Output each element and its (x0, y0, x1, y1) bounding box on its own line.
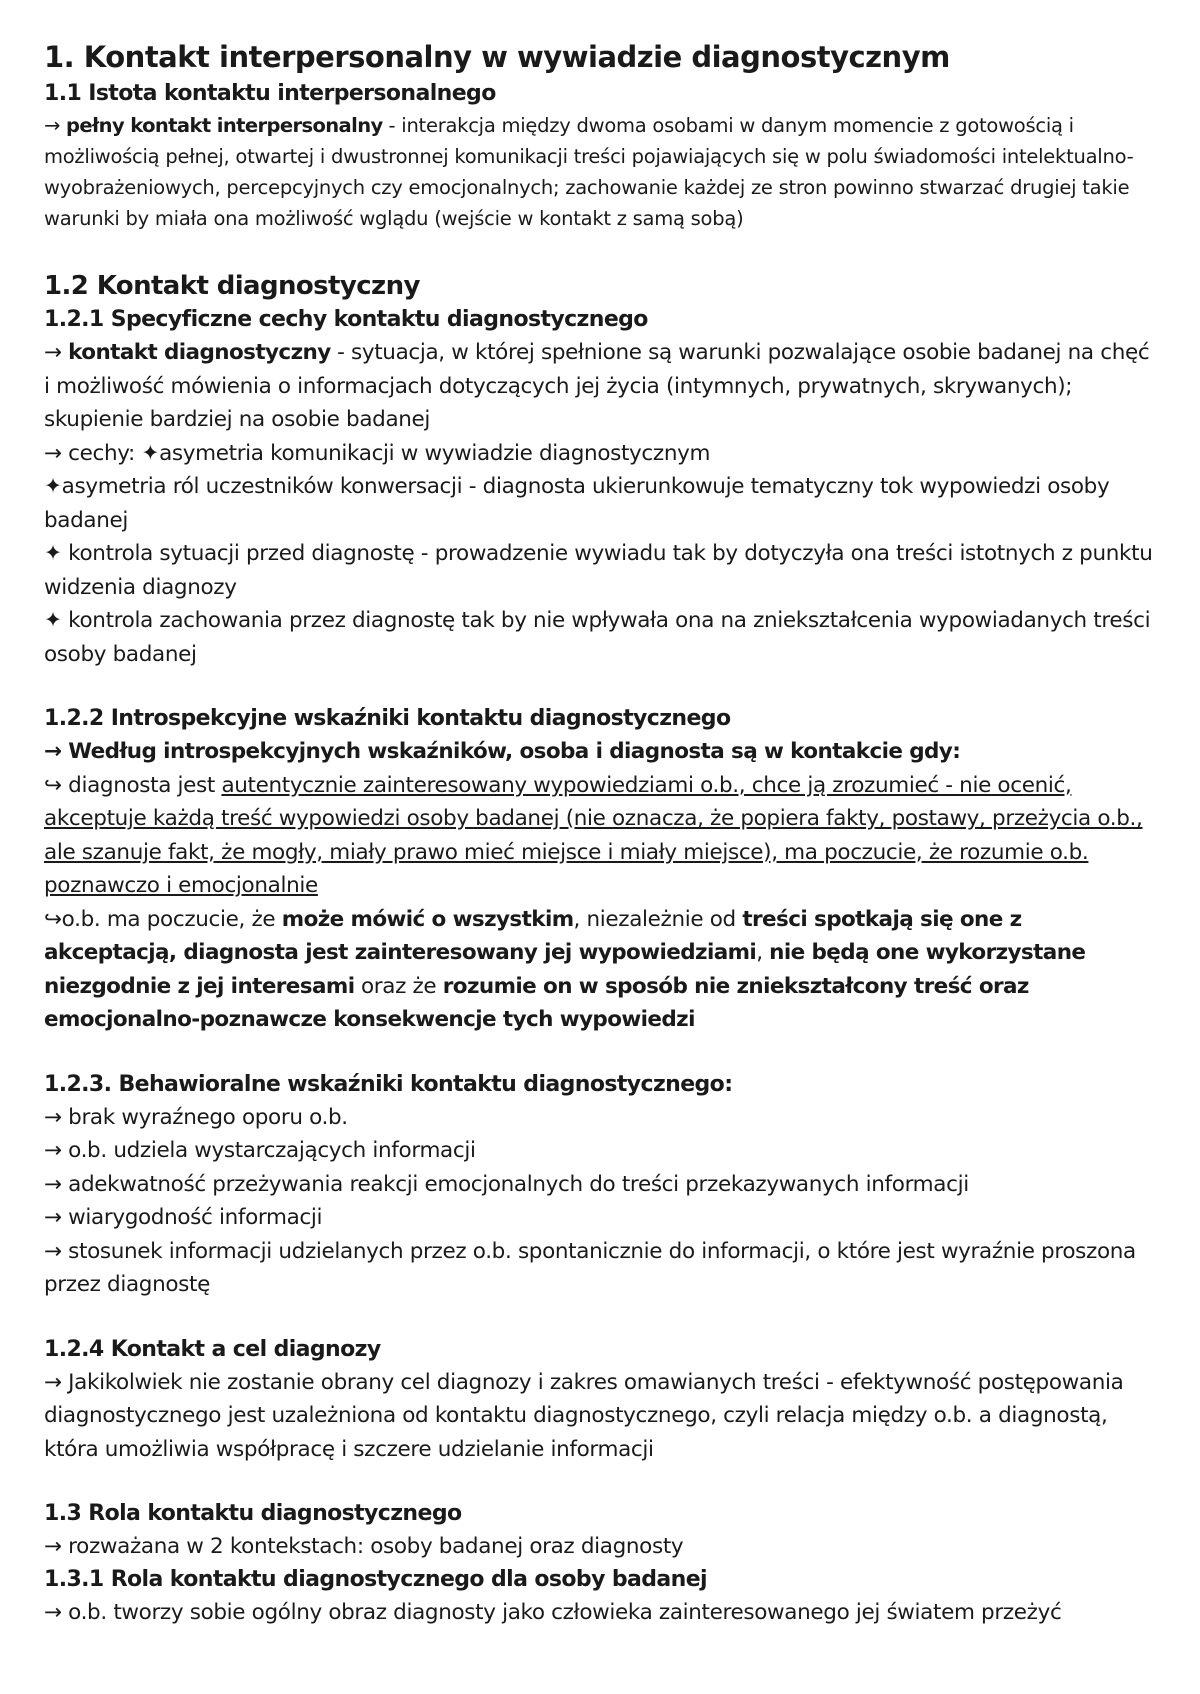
behavioral-item: → brak wyraźnego oporu o.b. (44, 1104, 348, 1130)
underlined-text: autentycznie zainteresowany wypowiedziami o.b., chce ją zrozumieć - nie ocenić, akceptuje każdą treść wypowiedzi osoby badanej (nie oznacza, że popiera fakty, postawy, przeżycia o.b., ale szanuje fakt, że mogły, miały prawo mieć miejsce i miały miejsce), ma poczucie, że rozumie o.b. poznawczo i emocjonalnie (44, 772, 1143, 898)
introspective-item-2 (44, 903, 1160, 1037)
item-prefix: ↪ diagnosta jest (44, 772, 222, 798)
section-1-3-1-title: 1.3.1 Rola kontaktu diagnostycznego dla osoby badanej (44, 1566, 707, 1592)
definition-term: pełny kontakt interpersonalny (66, 114, 383, 137)
contact-goal-text: → Jakikolwiek nie zostanie obrany cel diagnozy i zakres omawianych treści - efektywność postępowania diagnostycznego jest uzależniona od kontaktu diagnostycznego, czyli relacja między o.b. a diagnostą, która umożliwia współpracę i szczere udzielanie informacji (44, 1369, 1124, 1462)
section-1-2-2-title: 1.2.2 Introspekcyjne wskaźniki kontaktu diagnostycznego (44, 706, 731, 731)
text-run: , (756, 940, 770, 965)
section-1-2-4-title: 1.2.4 Kontakt a cel diagnozy (44, 1336, 381, 1362)
behavioral-item: → adekwatność przeżywania reakcji emocjonalnych do treści przekazywanych informacji (44, 1171, 969, 1197)
section-1-2-3-title: 1.2.3. Behawioralne wskaźniki kontaktu diagnostycznego: (44, 1071, 733, 1097)
trait-item: ✦ kontrola sytuacji przed diagnostę - prowadzenie wywiadu tak by dotyczyła ona treści istotnych z punktu widzenia diagnozy (44, 541, 1153, 600)
diagnostic-contact-definition (44, 336, 1160, 437)
introspective-item-1 (44, 769, 1160, 903)
definition-text: - interakcja między dwoma osobami w danym momencie z gotowością i możliwością pełnej, otwartej i dwustronnej komunikacji treści pojawiających się w polu świadomości intelektualno-wyobrażeniowych, percepcyjnych czy emocjonalnych; zachowanie każdej ze stron powinno stwarzać drugiej takie warunki by miała ona możliwość wglądu (wejście w kontakt z samą sobą) (44, 114, 1134, 230)
introspective-lead (44, 735, 1160, 769)
text-run: , niezależnie od (573, 906, 743, 932)
behavioral-item: → o.b. udziela wystarczających informacji (44, 1138, 476, 1163)
trait-item: → cechy: ✦asymetria komunikacji w wywiadzie diagnostycznym (44, 440, 711, 466)
section-1-2-title: 1.2 Kontakt diagnostyczny (44, 271, 420, 301)
interpersonal-contact-definition (44, 110, 1160, 234)
behavioral-item: → stosunek informacji udzielanych przez o.b. spontanicznie do informacji, o które jest wyraźnie proszona przez diagnostę (44, 1238, 1136, 1297)
lead-text: → Według introspekcyjnych wskaźników, osoba i diagnosta są w kontakcie gdy: (44, 739, 961, 764)
definition-text: - sytuacja, w której spełnione są warunki pozwalające osobie badanej na chęć i możliwość mówienia o informacjach dotyczących jej życia (intymnych, prywatnych, skrywanych); skupienie bardziej na osobie badanej (44, 340, 1150, 432)
section-1-2-1-title: 1.2.1 Specyficzne cechy kontaktu diagnostycznego (44, 307, 648, 332)
text-run: ↪o.b. ma poczucie, że (44, 906, 282, 932)
trait-item: ✦ kontrola zachowania przez diagnostę tak by nie wpływała ona na zniekształcenia wypowiadanych treści osoby badanej (44, 608, 1151, 667)
definition-term: kontakt diagnostyczny (68, 340, 331, 365)
bold-run: treści spotkają się one z akceptacją, diagnosta jest zainteresowany jej wypowiedziami (44, 906, 1022, 965)
bold-run: może mówić o wszystkim (281, 906, 574, 932)
text-run: oraz że (354, 973, 443, 999)
section-1-1-title: 1.1 Istota kontaktu interpersonalnego (44, 81, 496, 106)
behavioral-item: → wiarygodność informacji (44, 1205, 323, 1230)
trait-item: ✦asymetria ról uczestników konwersacji - diagnosta ukierunkowuje tematyczny tok wypowiedzi osoby badanej (44, 474, 1110, 533)
arrow: → (44, 114, 67, 137)
bold-run: rozumie on w sposób nie zniekształcony treść oraz emocjonalno-poznawcze konsekwencje tych wypowiedzi (44, 973, 1029, 1032)
role-text: → rozważana w 2 kontekstach: osoby badanej oraz diagnosty (44, 1534, 684, 1559)
section-1-title: 1. Kontakt interpersonalny w wywiadzie diagnostycznym (44, 40, 950, 74)
bold-run: nie będą one wykorzystane niezgodnie z jej interesami (44, 940, 1086, 999)
arrow: → (44, 340, 69, 365)
role-for-subject-text: → o.b. tworzy sobie ogólny obraz diagnosty jako człowieka zainteresowanego jej światem przeżyć (44, 1599, 1062, 1625)
section-1-3-title: 1.3 Rola kontaktu diagnostycznego (44, 1501, 462, 1526)
